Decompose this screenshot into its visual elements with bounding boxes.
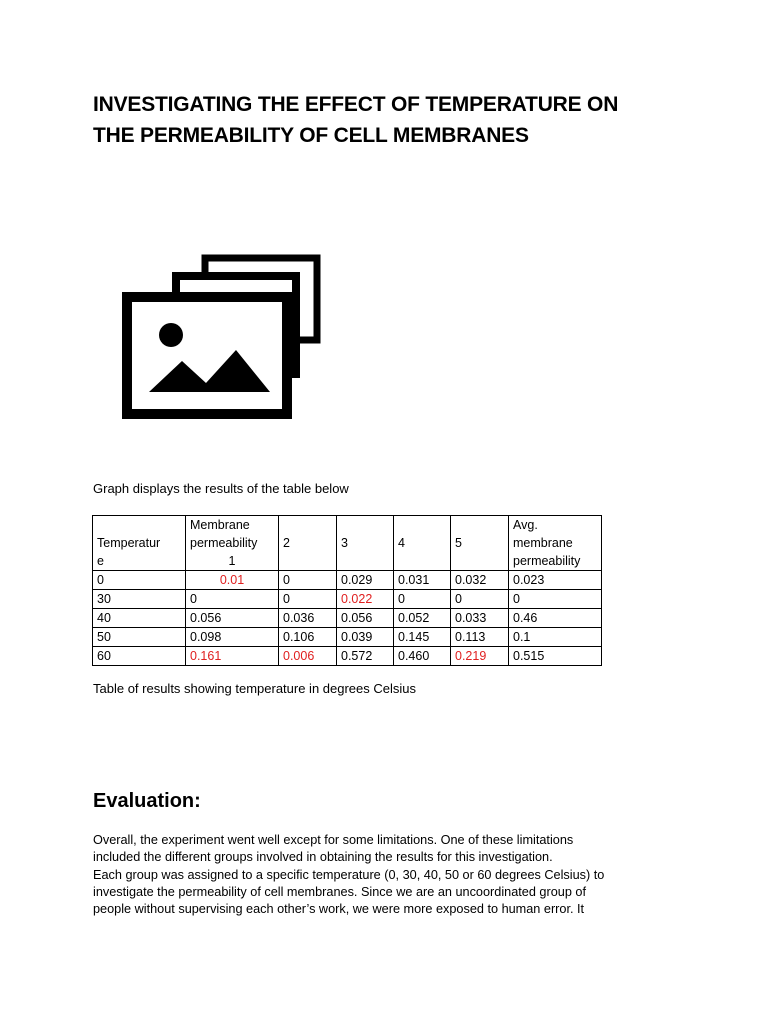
cell-trial-3: 0.029 — [337, 571, 394, 590]
cell-trial-4: 0.031 — [394, 571, 451, 590]
graph-caption: Graph displays the results of the table below — [93, 481, 349, 496]
cell-trial-1: 0.056 — [186, 609, 279, 628]
header-temperature-line-2: e — [97, 554, 104, 568]
cell-trial-1: 0 — [186, 590, 279, 609]
header-membrane-permeability-1 — [186, 516, 279, 571]
cell-trial-3: 0.572 — [337, 647, 394, 666]
cell-trial-2: 0.006 — [279, 647, 337, 666]
cell-trial-4: 0.145 — [394, 628, 451, 647]
cell-trial-3: 0.056 — [337, 609, 394, 628]
cell-average: 0.023 — [509, 571, 602, 590]
results-table — [92, 515, 602, 666]
header-avg-line-3: permeability — [513, 554, 581, 568]
cell-trial-2: 0.036 — [279, 609, 337, 628]
header-trial-3: 3 — [337, 516, 394, 571]
header-average-permeability — [509, 516, 602, 571]
table-caption: Table of results showing temperature in degrees Celsius — [93, 681, 417, 696]
table-row — [93, 590, 602, 609]
header-avg-line-2: membrane — [513, 536, 573, 550]
cell-trial-4: 0.460 — [394, 647, 451, 666]
cell-trial-5: 0.032 — [451, 571, 509, 590]
cell-temperature: 60 — [93, 647, 186, 666]
table-header-row — [93, 516, 602, 571]
evaluation-heading: Evaluation: — [93, 790, 201, 812]
cell-trial-5: 0 — [451, 590, 509, 609]
title-line-2: THE PERMEABILITY OF CELL MEMBRANES — [93, 124, 529, 147]
image-placeholder-icon — [120, 252, 325, 422]
table-row — [93, 628, 602, 647]
header-temperature — [93, 516, 186, 571]
cell-trial-3: 0.039 — [337, 628, 394, 647]
cell-average: 0.46 — [509, 609, 602, 628]
header-avg-line-1: Avg. — [513, 518, 538, 532]
evaluation-line-4: investigate the permeability of cell membranes. Since we are an uncoordinated group of — [93, 884, 586, 899]
cell-average: 0.515 — [509, 647, 602, 666]
document-title — [93, 89, 693, 151]
table-row — [93, 571, 602, 590]
cell-trial-5: 0.219 — [451, 647, 509, 666]
table-row — [93, 647, 602, 666]
header-trial-2: 2 — [279, 516, 337, 571]
cell-trial-3: 0.022 — [337, 590, 394, 609]
cell-temperature: 0 — [93, 571, 186, 590]
evaluation-line-1: Overall, the experiment went well except for some limitations. One of these limitations — [93, 833, 574, 847]
cell-trial-5: 0.113 — [451, 628, 509, 647]
cell-trial-1: 0.098 — [186, 628, 279, 647]
cell-trial-2: 0 — [279, 571, 337, 590]
cell-trial-1: 0.161 — [186, 647, 279, 666]
cell-trial-2: 0 — [279, 590, 337, 609]
cell-temperature: 30 — [93, 590, 186, 609]
table-row — [93, 609, 602, 628]
evaluation-line-5: people without supervising each other’s work, we were more exposed to human error. It — [93, 902, 585, 917]
evaluation-paragraph — [93, 832, 673, 918]
cell-trial-2: 0.106 — [279, 628, 337, 647]
cell-temperature: 50 — [93, 628, 186, 647]
header-trial-4: 4 — [394, 516, 451, 571]
cell-trial-4: 0.052 — [394, 609, 451, 628]
cell-trial-1: 0.01 — [186, 571, 279, 590]
cell-average: 0.1 — [509, 628, 602, 647]
evaluation-line-3: Each group was assigned to a specific temperature (0, 30, 40, 50 or 60 degrees Celsius) to — [93, 867, 605, 882]
header-trial-5: 5 — [451, 516, 509, 571]
header-m1-line-1: Membrane — [190, 518, 250, 532]
header-temperature-line-1: Temperatur — [97, 536, 161, 550]
cell-trial-5: 0.033 — [451, 609, 509, 628]
header-m1-line-3: 1 — [228, 554, 236, 568]
header-m1-line-2: permeability — [190, 536, 258, 550]
cell-trial-4: 0 — [394, 590, 451, 609]
evaluation-line-2: included the different groups involved in obtaining the results for this investigation. — [93, 850, 553, 865]
cell-temperature: 40 — [93, 609, 186, 628]
title-line-1: INVESTIGATING THE EFFECT OF TEMPERATURE ON — [93, 93, 619, 116]
cell-average: 0 — [509, 590, 602, 609]
